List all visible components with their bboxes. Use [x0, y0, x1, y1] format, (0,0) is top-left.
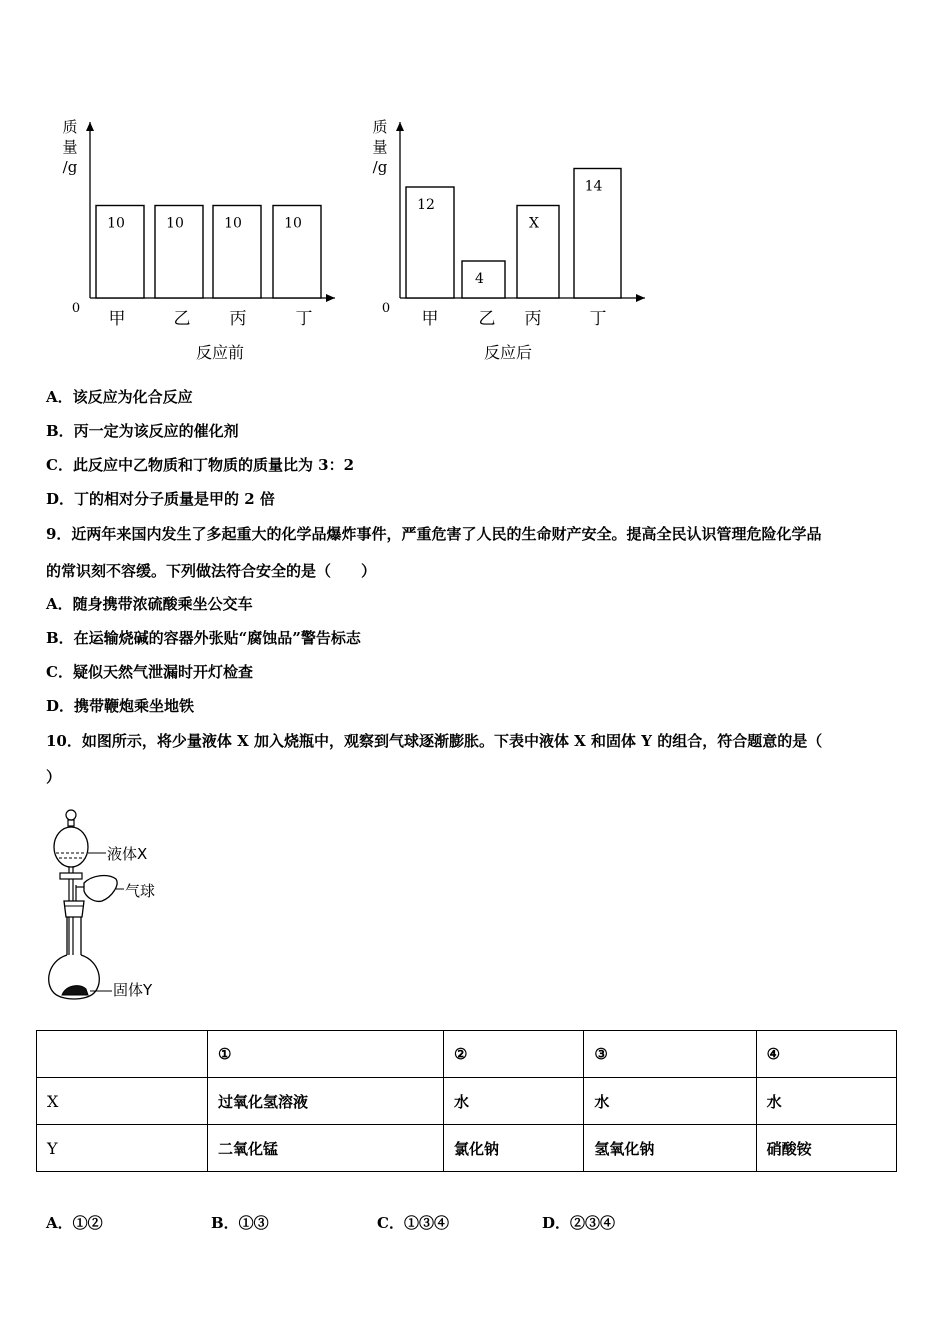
q10-option-a: A．①② — [46, 1214, 103, 1232]
table-cell — [37, 1031, 208, 1078]
funnel-stopper — [66, 810, 76, 820]
table-cell: X — [37, 1078, 208, 1125]
bar-value-label: 12 — [417, 197, 435, 213]
table-cell: 二氧化锰 — [208, 1125, 444, 1172]
y-axis-label: 量 — [62, 138, 78, 156]
table-cell: Y — [37, 1125, 208, 1172]
y-axis-label: 质 — [62, 118, 78, 136]
table-header-row — [37, 1031, 897, 1078]
y-axis-label: 质 — [372, 118, 388, 136]
flask-apparatus-figure — [40, 805, 180, 1005]
bar-value-label: X — [529, 215, 539, 232]
table-cell: ② — [444, 1031, 584, 1078]
q9-stem-line2: 的常识刻不容缓。下列做法符合安全的是（ ） — [46, 562, 377, 580]
bar-value-label: 14 — [584, 178, 603, 195]
table-cell: 水 — [584, 1078, 756, 1125]
table-cell: 硝酸铵 — [756, 1125, 896, 1172]
q9-stem-line1: 9．近两年来国内发生了多起重大的化学品爆炸事件，严重危害了人民的生命财产安全。提高全民认识管理危险化学品 — [46, 525, 822, 543]
stopcock — [60, 873, 82, 879]
label-balloon: 气球 — [125, 882, 156, 900]
q8-option-c: C．此反应中乙物质和丁物质的质量比为 3：2 — [46, 456, 355, 474]
chart-after-reaction — [350, 110, 670, 370]
category-label: 乙 — [173, 309, 191, 329]
bar-value-label: 10 — [224, 215, 242, 232]
table-cell: 水 — [444, 1078, 584, 1125]
q9-option-b: B．在运输烧碱的容器外张贴“腐蚀品”警告标志 — [46, 629, 361, 647]
q9-option-c: C．疑似天然气泄漏时开灯检查 — [46, 663, 253, 681]
bar-value-label: 10 — [166, 215, 184, 232]
y-axis-label: /g — [62, 158, 78, 176]
category-label: 乙 — [478, 309, 496, 329]
category-label: 甲 — [108, 309, 126, 329]
x-axis-arrow — [326, 294, 335, 302]
flask-stopper — [64, 901, 84, 917]
origin-label: 0 — [71, 301, 81, 316]
funnel-bulb — [54, 827, 88, 867]
bar-value-label: 10 — [107, 215, 125, 232]
q10-option-c: C．①③④ — [377, 1214, 449, 1232]
q10-option-d: D．②③④ — [542, 1214, 616, 1232]
table-cell: 氯化钠 — [444, 1125, 584, 1172]
category-label: 丙 — [524, 309, 542, 329]
q9-option-d: D．携带鞭炮乘坐地铁 — [46, 697, 195, 715]
label-liquid-x: 液体X — [107, 845, 148, 863]
y-axis-arrow — [86, 122, 94, 131]
table-cell: ① — [208, 1031, 444, 1078]
solid-y-pile — [62, 986, 88, 995]
q10-combination-table — [36, 1030, 897, 1172]
table-row — [37, 1125, 897, 1172]
y-axis-label: /g — [372, 158, 388, 176]
balloon — [84, 876, 117, 902]
category-label: 甲 — [421, 309, 439, 329]
chart-title: 反应前 — [195, 343, 245, 362]
q10-option-b: B．①③ — [211, 1214, 269, 1232]
x-axis-arrow — [636, 294, 645, 302]
category-label: 丙 — [229, 309, 247, 329]
table-row — [37, 1078, 897, 1125]
table-cell: 氢氧化钠 — [584, 1125, 756, 1172]
q8-option-d: D．丁的相对分子质量是甲的 2 倍 — [46, 490, 275, 508]
bar-value-label: 4 — [475, 271, 484, 287]
y-axis-label: 量 — [372, 138, 388, 156]
q8-option-b: B．丙一定为该反应的催化剂 — [46, 422, 239, 440]
table-cell: 过氧化氢溶液 — [208, 1078, 444, 1125]
origin-label: 0 — [381, 301, 391, 316]
table-cell: ④ — [756, 1031, 896, 1078]
bar-value-label: 10 — [284, 215, 302, 232]
q9-option-a: A．随身携带浓硫酸乘坐公交车 — [46, 595, 253, 613]
y-axis-arrow — [396, 122, 404, 131]
label-solid-y: 固体Y — [113, 981, 153, 999]
category-label: 丁 — [589, 309, 607, 329]
table-cell: ③ — [584, 1031, 756, 1078]
chart-before-reaction — [40, 110, 360, 370]
q10-stem-line1: 10．如图所示，将少量液体 X 加入烧瓶中，观察到气球逐渐膨胀。下表中液体 X 和固体 Y 的组合，符合题意的是（ — [46, 732, 823, 750]
q10-stem-line2: ） — [46, 768, 62, 786]
category-label: 丁 — [295, 309, 313, 329]
chart-title: 反应后 — [483, 343, 533, 362]
table-cell: 水 — [756, 1078, 896, 1125]
q8-option-a: A．该反应为化合反应 — [46, 388, 193, 406]
